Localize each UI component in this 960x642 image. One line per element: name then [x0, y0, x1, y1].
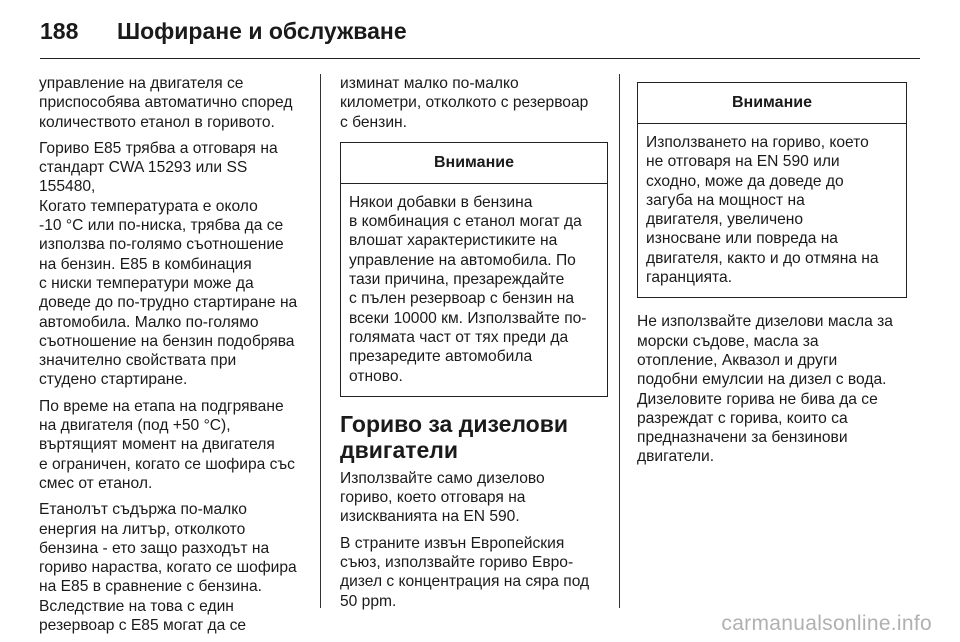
- paragraph: управление на двигателя се приспособява автоматично според количеството етанол в горивото.: [39, 75, 293, 131]
- paragraph: Не използвайте дизелови масла за морски съдове, масла за отопление, Аквазол и други подобни емулсии на дизел с вода. Дизеловите горива не бива да се разреждат с горива, които са предназначени за бензинови двигатели.: [637, 313, 893, 466]
- watermark: carmanualsonline.info: [721, 612, 932, 635]
- header-divider: [40, 58, 920, 59]
- page-title: Шофиране и обслужване: [117, 18, 407, 44]
- section-heading: Гориво за дизелови двигатели: [340, 410, 569, 463]
- warning-title: Внимание: [341, 143, 607, 184]
- column-2: [340, 74, 608, 618]
- column-1: [39, 74, 315, 642]
- paragraph: В страните извън Европейския съюз, използвайте гориво Евро- дизел с концентрация на сяра под 50 ppm.: [340, 534, 590, 610]
- column-divider: [619, 74, 620, 608]
- paragraph: Етанолът съдържа по-малко енергия на литър, отколкото бензина - ето защо разходът на гориво нараства, когато се шофира на E85 в сравнение с бензина. Вследствие на това с един резервоар с E85 могат да се: [39, 501, 297, 635]
- warning-text: Някои добавки в бензина в комбинация с етанол могат да влошат характеристиките на управление на автомобила. По тази причина, презареждайте с пълен резервоар с бензин на всеки 10000 км. Използвайте по- голямата част от тях преди да презаредите автомобила отново.: [349, 193, 587, 385]
- column-divider: [320, 74, 321, 608]
- warning-title: Внимание: [638, 83, 906, 124]
- paragraph: Гориво E85 трябва а отговаря на стандарт CWA 15293 или SS 155480, Когато температурата е около -10 °C или по-ниска, трябва да се използва по-голямо съотношение на бензин. E85 в комбинация с ниски температури може да доведе до по-трудно стартиране на автомобила. Малко по-голямо съотношение на бензин подобрява значително свойствата при студено стартиране.: [39, 139, 298, 389]
- paragraph: изминат малко по-малко километри, отколкото с резервоар с бензин.: [340, 75, 589, 131]
- paragraph: По време на етапа на подгряване на двигателя (под +50 °C), въртящият момент на двигателя е ограничен, когато се шофира със смес от етанол.: [39, 397, 295, 492]
- warning-box: [637, 82, 907, 298]
- warning-box: [340, 142, 608, 397]
- column-3: [637, 74, 907, 474]
- page-number: 188: [40, 18, 79, 44]
- page-header: [40, 12, 920, 52]
- paragraph: Използвайте само дизелово гориво, което отговаря на изискванията на EN 590.: [340, 469, 545, 526]
- warning-text: Използването на гориво, което не отговаря на EN 590 или сходно, може да доведе до загуба на мощност на двигателя, увеличено износване или повреда на двигателя, както и до отмяна на гаранцията.: [646, 134, 879, 287]
